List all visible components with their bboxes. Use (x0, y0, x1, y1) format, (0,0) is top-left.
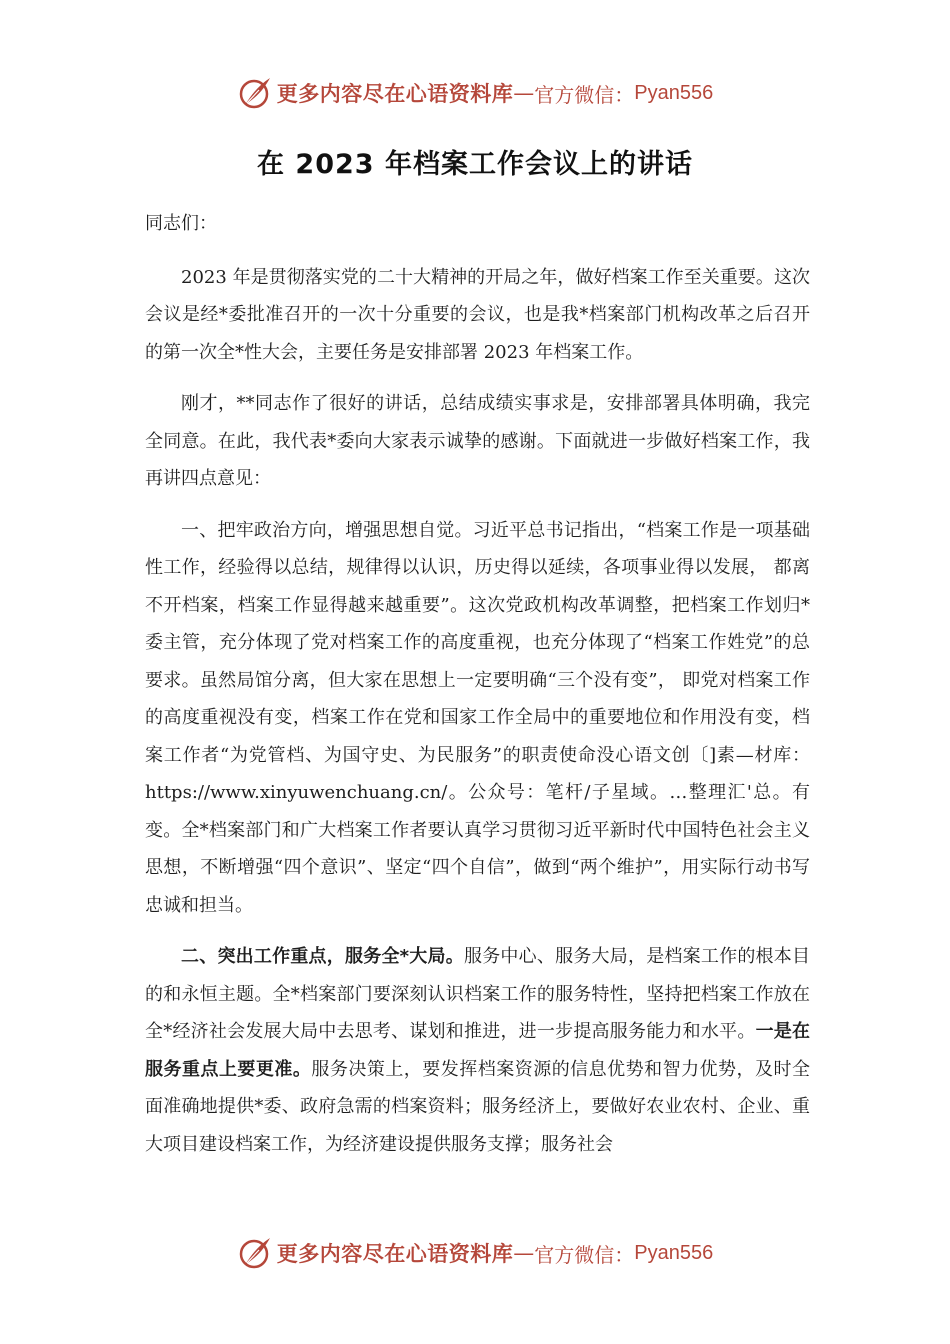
subpoint-heading-1: 一是在服务重点上要更准。 (145, 1021, 811, 1080)
header-banner (0, 70, 950, 116)
footer-banner (0, 1230, 950, 1276)
banner-dash: — (513, 1241, 535, 1265)
salutation: 同志们： (145, 213, 217, 234)
paragraph-4-text-b: 服务决策上，要发挥档案资源的信息优势和智力优势，及时全面准确地提供*委、政府急需的档案资料；服务经济上，要做好农业农村、企业、重大项目建设档案工作，为经济建设提供服务支撑；服务社会 (145, 1058, 811, 1155)
paragraph-3: 一、把牢政治方向，增强思想自觉。习近平总书记指出，“档案工作是一项基础性工作，经验得以总结，规律得以认识，历史得以延续，各项事业得以发展， 都离不开档案，档案工作显得越来越重要”。这次党政机构改革调整，把档案工作划归*委主管，充分体现了党对档案工作的高度重视，也充分体现了“档案工作姓党”的总要求。虽然局馆分离，但大家在思想上一定要明确“三个没有变”， 即党对档案工作的高度重视没有变，档案工作在党和国家工作全局中的重要地位和作用没有变，档案工作者“为党管档、为国守史、为民服务”的职责使命没心语文创〔]素—材库：https://www.xinyuwenchuang.cn/。公众号：笔杆/子星域。…整理汇'总。有变。全*档案部门和广大档案工作者要认真学习贯彻习近平新时代中国特色社会主义思想，不断增强“四个意识”、坚定“四个自信”，做到“两个维护”，用实际行动书写忠诚和担当。 (145, 519, 810, 916)
section-heading-2: 二、突出工作重点，服务全*大局。 (181, 946, 464, 967)
page-title: 在 2023 年档案工作会议上的讲话 (257, 149, 693, 180)
banner-text: 更多内容尽在心语资料库 (276, 1242, 514, 1266)
banner-wechat-id: Pyan556 (634, 81, 714, 104)
banner-wechat-prefix: 官方微信： (534, 1242, 635, 1267)
paragraph-2: 刚才，**同志作了很好的讲话，总结成绩实事求是，安排部署具体明确，我完全同意。在此，我代表*委向大家表示诚挚的感谢。下面就进一步做好档案工作，我再讲四点意见： (145, 393, 810, 489)
banner-text: 更多内容尽在心语资料库 (276, 82, 514, 106)
banner-dash: — (513, 81, 535, 105)
quill-logo-icon (237, 1235, 273, 1271)
quill-logo-icon (237, 75, 273, 111)
paragraph-4-text-a: 服务中心、服务大局，是档案工作的根本目的和永恒主题。全*档案部门要深刻认识档案工作的服务特性，坚持把档案工作放在全*经济社会发展大局中去思考、谋划和推进，进一步提高服务能力和水平。 (145, 946, 810, 1042)
paragraph-1: 2023 年是贯彻落实党的二十大精神的开局之年，做好档案工作至关重要。这次会议是经*委批准召开的一次十分重要的会议，也是我*档案部门机构改革之后召开的第一次全*性大会，主要任务是安排部署 2023 年档案工作。 (145, 266, 810, 363)
banner-wechat-prefix: 官方微信： (534, 82, 635, 107)
paragraph-4 (145, 938, 810, 1163)
document-body (145, 205, 810, 1177)
banner-wechat-id: Pyan556 (634, 1241, 714, 1264)
